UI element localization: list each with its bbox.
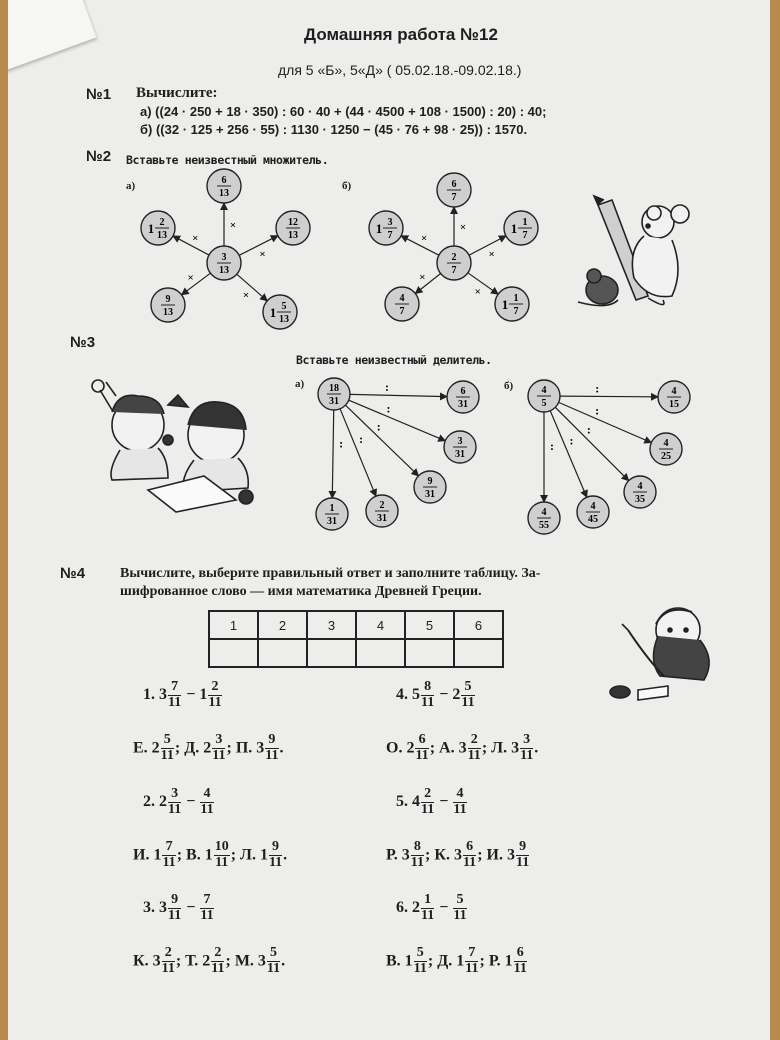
fraction-numerator: 4 bbox=[671, 386, 677, 397]
task3-label-b: б) bbox=[504, 380, 514, 392]
mixed-whole: 1 bbox=[153, 846, 162, 864]
fraction-denominator: 45 bbox=[588, 514, 598, 525]
fraction-numerator: 4 bbox=[637, 481, 643, 492]
arrow bbox=[560, 396, 658, 397]
fraction: $\frac{2}{11}$ bbox=[211, 945, 225, 976]
mixed-whole: 5 bbox=[412, 686, 420, 704]
mixed-whole: 2 bbox=[202, 952, 211, 970]
arrow bbox=[332, 410, 333, 498]
fraction-whole: 1 bbox=[375, 221, 383, 236]
problem-expression: 3. 3 $\frac{9}{11}$ − $\frac{7}{11}$ bbox=[143, 892, 214, 923]
fraction-numerator: 1 bbox=[329, 503, 335, 514]
answer-options bbox=[386, 733, 538, 763]
mixed-whole: 1 bbox=[199, 686, 208, 704]
mixed-whole: 3 bbox=[159, 686, 167, 704]
problem-expression: 1. 3 $\frac{7}{11}$ − 1 $\frac{2}{11}$ bbox=[143, 679, 222, 710]
fraction: $\frac{9}{11}$ bbox=[515, 839, 530, 870]
division-sign: : bbox=[595, 403, 600, 418]
task1-line-b: б) ((32 · 125 + 256 · 55) : 1130 · 1250 − (45 · 76 + 98 · 25)) : 1570. bbox=[140, 122, 528, 137]
fraction: $\frac{4}{11}$ bbox=[453, 786, 467, 817]
task1-line-a: а) ((24 · 250 + 18 · 350) : 60 · 40 + (44 · 4500 + 108 · 1500) : 20) : 40; bbox=[140, 104, 547, 119]
mixed-whole: 3 bbox=[401, 846, 410, 864]
table-header-cell: 1 bbox=[209, 611, 258, 639]
answer-option: К. 3 $\frac{6}{11}$ ; bbox=[434, 839, 487, 870]
fan-diagram-b bbox=[528, 380, 690, 534]
children-cutting-paper-illustration bbox=[92, 380, 253, 512]
division-sign: : bbox=[586, 422, 591, 437]
table-header-cell: 5 bbox=[405, 611, 454, 639]
answer-option: Л. 1 $\frac{9}{11}$ . bbox=[240, 839, 288, 870]
fraction-denominator: 31 bbox=[377, 513, 387, 524]
fraction: $\frac{6}{11}$ bbox=[513, 945, 527, 976]
table-answer-cell[interactable] bbox=[356, 639, 405, 667]
fraction-denominator: 13 bbox=[279, 314, 289, 325]
arrow bbox=[237, 274, 267, 301]
fraction-denominator: 13 bbox=[219, 265, 229, 276]
fraction-numerator: 4 bbox=[663, 438, 669, 449]
times-sign: × bbox=[459, 221, 467, 234]
answer-options bbox=[133, 946, 285, 976]
fraction-numerator: 12 bbox=[288, 217, 298, 228]
star-diagram-a bbox=[141, 169, 310, 329]
fraction: $\frac{2}{11}$ bbox=[467, 732, 481, 763]
fraction: $\frac{3}{11}$ bbox=[520, 732, 534, 763]
table-header-cell: 6 bbox=[454, 611, 503, 639]
fraction-whole: 1 bbox=[147, 221, 155, 236]
times-sign: × bbox=[420, 232, 428, 245]
fraction: $\frac{5}{11}$ bbox=[413, 945, 427, 976]
mixed-whole: 2 bbox=[159, 793, 167, 811]
fraction-numerator: 9 bbox=[165, 294, 171, 305]
task3-label-a: а) bbox=[295, 378, 305, 390]
fraction: $\frac{7}{11}$ bbox=[162, 839, 176, 870]
fraction: $\frac{7}{11}$ bbox=[168, 679, 182, 710]
mixed-whole: 3 bbox=[511, 739, 520, 757]
fraction-numerator: 3 bbox=[457, 436, 463, 447]
fraction-whole: 1 bbox=[269, 305, 277, 320]
arrow bbox=[345, 405, 418, 476]
mixed-whole: 2 bbox=[406, 739, 415, 757]
mixed-whole: 3 bbox=[152, 952, 161, 970]
mixed-whole: 2 bbox=[412, 899, 420, 917]
times-sign: × bbox=[419, 271, 426, 284]
arrow bbox=[350, 394, 447, 396]
fraction-denominator: 35 bbox=[635, 494, 645, 505]
fraction-denominator: 31 bbox=[458, 399, 468, 410]
table-answer-cell[interactable] bbox=[405, 639, 454, 667]
table-answer-cell[interactable] bbox=[209, 639, 258, 667]
fraction-denominator: 7 bbox=[513, 306, 519, 317]
answer-option: Р. 3 $\frac{8}{11}$ ; bbox=[386, 839, 435, 870]
arrow bbox=[469, 236, 506, 255]
fraction-whole: 1 bbox=[501, 297, 509, 312]
fraction-numerator: 3 bbox=[221, 252, 227, 263]
arrow bbox=[550, 411, 587, 498]
fraction-denominator: 13 bbox=[163, 307, 173, 318]
fraction-whole: 1 bbox=[510, 221, 518, 236]
mixed-whole: 2 bbox=[452, 686, 461, 704]
answer-option: И. 3 $\frac{9}{11}$ bbox=[486, 839, 530, 870]
task4-prompt-line1: Вычислите, выберите правильный ответ и заполните таблицу. За- bbox=[120, 566, 541, 581]
fraction: $\frac{9}{11}$ bbox=[265, 732, 279, 763]
mixed-whole: 3 bbox=[453, 846, 462, 864]
worksheet-page bbox=[8, 0, 770, 1040]
fraction-numerator: 4 bbox=[590, 501, 596, 512]
fraction: $\frac{8}{11}$ bbox=[410, 839, 425, 870]
answer-option: Д. 2 $\frac{3}{11}$ ; bbox=[184, 732, 236, 763]
times-sign: × bbox=[187, 271, 194, 284]
fan-diagram-a bbox=[316, 378, 479, 530]
fraction-denominator: 7 bbox=[451, 265, 457, 276]
mixed-whole: 2 bbox=[151, 739, 160, 757]
fraction-denominator: 55 bbox=[539, 520, 549, 531]
answer-option: К. 3 $\frac{2}{11}$ ; bbox=[133, 945, 186, 976]
fraction: $\frac{2}{11}$ bbox=[161, 945, 175, 976]
fraction-numerator: 5 bbox=[281, 301, 287, 312]
fraction-numerator: 1 bbox=[522, 217, 528, 228]
arrow bbox=[173, 236, 209, 255]
division-sign: : bbox=[385, 380, 390, 395]
answer-option: В. 1 $\frac{5}{11}$ ; bbox=[386, 945, 438, 976]
mixed-whole: 1 bbox=[504, 952, 513, 970]
arrow bbox=[555, 407, 628, 480]
mixed-whole: 3 bbox=[458, 739, 467, 757]
arrow bbox=[340, 409, 376, 496]
answer-option: И. 1 $\frac{7}{11}$ ; bbox=[133, 839, 187, 870]
fraction: $\frac{5}{11}$ bbox=[453, 892, 467, 923]
mixed-whole: 1 bbox=[404, 952, 413, 970]
times-sign: × bbox=[488, 248, 495, 261]
mixed-whole: 2 bbox=[203, 739, 212, 757]
fraction-numerator: 9 bbox=[427, 476, 433, 487]
fraction-numerator: 6 bbox=[221, 175, 227, 186]
fraction-denominator: 13 bbox=[157, 230, 167, 241]
fraction-numerator: 4 bbox=[541, 507, 547, 518]
task4-number: №4 bbox=[60, 565, 86, 582]
answer-option: П. 3 $\frac{9}{11}$ . bbox=[235, 732, 284, 763]
problem-expression: 4. 5 $\frac{8}{11}$ − 2 $\frac{5}{11}$ bbox=[396, 679, 475, 710]
scholar-with-quill-illustration bbox=[608, 600, 728, 710]
mixed-whole: 1 bbox=[456, 952, 465, 970]
mouse-with-pencil-illustration bbox=[578, 196, 689, 306]
answer-option: А. 3 $\frac{2}{11}$ ; bbox=[439, 732, 492, 763]
arrow bbox=[182, 273, 211, 295]
task2-label-b: б) bbox=[342, 180, 352, 192]
fraction: $\frac{9}{11}$ bbox=[268, 839, 283, 870]
mixed-whole: 3 bbox=[506, 846, 515, 864]
problem-expression: 6. 2 $\frac{1}{11}$ − $\frac{5}{11}$ bbox=[396, 892, 467, 923]
fraction-numerator: 6 bbox=[460, 386, 466, 397]
task2-label-a: а) bbox=[126, 180, 136, 192]
fraction: $\frac{7}{11}$ bbox=[465, 945, 479, 976]
fraction-numerator: 2 bbox=[451, 252, 457, 263]
arrow bbox=[349, 400, 446, 441]
task4-prompt-line2: шифрованное слово — имя математика Древней Греции. bbox=[120, 584, 482, 599]
times-sign: × bbox=[229, 219, 237, 232]
answer-options bbox=[386, 840, 530, 870]
fraction: $\frac{10}{11}$ bbox=[214, 839, 229, 870]
times-sign: × bbox=[192, 232, 199, 245]
fraction-denominator: 7 bbox=[522, 230, 528, 241]
fraction-denominator: 13 bbox=[219, 188, 229, 199]
answer-option: Е. 2 $\frac{5}{11}$ ; bbox=[133, 732, 185, 763]
answer-option: Т. 2 $\frac{2}{11}$ ; bbox=[185, 945, 235, 976]
fraction-numerator: 2 bbox=[379, 500, 385, 511]
problem-expression: 5. 4 $\frac{2}{11}$ − $\frac{4}{11}$ bbox=[396, 786, 467, 817]
times-sign: × bbox=[259, 248, 266, 261]
answer-options bbox=[386, 946, 528, 976]
answer-options bbox=[133, 733, 284, 763]
fraction: $\frac{4}{11}$ bbox=[200, 786, 214, 817]
table-header-cell: 2 bbox=[258, 611, 307, 639]
answer-option: В. 1 $\frac{10}{11}$ ; bbox=[186, 839, 241, 870]
fraction: $\frac{5}{11}$ bbox=[266, 945, 281, 976]
division-sign: : bbox=[595, 381, 600, 396]
task2-prompt: Вставьте неизвестный множитель. bbox=[126, 153, 329, 167]
fraction-numerator: 4 bbox=[541, 385, 547, 396]
answer-option: Р. 1 $\frac{6}{11}$ bbox=[488, 945, 527, 976]
fraction: $\frac{6}{11}$ bbox=[415, 732, 429, 763]
table-answer-cell[interactable] bbox=[258, 639, 307, 667]
arrow bbox=[468, 273, 498, 294]
fraction-denominator: 7 bbox=[399, 306, 405, 317]
answer-option: Л. 3 $\frac{3}{11}$ . bbox=[491, 732, 539, 763]
table-answer-cell[interactable] bbox=[454, 639, 503, 667]
task1-prompt: Вычислите: bbox=[136, 85, 218, 101]
fraction-denominator: 31 bbox=[455, 449, 465, 460]
page-title: Домашняя работа №12 bbox=[304, 25, 498, 44]
task3-number: №3 bbox=[70, 334, 96, 351]
fraction: $\frac{9}{11}$ bbox=[168, 892, 182, 923]
division-sign: : bbox=[550, 439, 554, 454]
answer-table bbox=[208, 610, 504, 668]
mixed-whole: 4 bbox=[412, 793, 420, 811]
fraction-numerator: 2 bbox=[159, 217, 165, 228]
mixed-whole: 3 bbox=[256, 739, 265, 757]
times-sign: × bbox=[474, 285, 481, 298]
fraction-numerator: 3 bbox=[387, 217, 393, 228]
fraction-denominator: 31 bbox=[329, 396, 339, 407]
fraction: $\frac{1}{11}$ bbox=[421, 892, 435, 923]
division-sign: : bbox=[376, 419, 381, 434]
fraction: $\frac{7}{11}$ bbox=[200, 892, 214, 923]
fraction: $\frac{3}{11}$ bbox=[168, 786, 182, 817]
mixed-whole: 3 bbox=[257, 952, 266, 970]
answer-option: Д. 1 $\frac{7}{11}$ ; bbox=[437, 945, 489, 976]
fraction-denominator: 7 bbox=[451, 192, 457, 203]
task1-number: №1 bbox=[86, 86, 112, 103]
star-diagram-b bbox=[369, 173, 538, 321]
page-subtitle: для 5 «Б», 5«Д» ( 05.02.18.-09.02.18.) bbox=[278, 62, 522, 78]
mixed-whole: 1 bbox=[204, 846, 213, 864]
table-answer-cell[interactable] bbox=[307, 639, 356, 667]
fraction-denominator: 25 bbox=[661, 451, 671, 462]
fraction: $\frac{8}{11}$ bbox=[421, 679, 435, 710]
task2-task3-diagrams bbox=[8, 0, 770, 560]
fraction-numerator: 6 bbox=[451, 179, 457, 190]
answer-option: О. 2 $\frac{6}{11}$ ; bbox=[386, 732, 440, 763]
fraction: $\frac{5}{11}$ bbox=[160, 732, 174, 763]
fraction-numerator: 4 bbox=[399, 293, 405, 304]
fraction-denominator: 7 bbox=[387, 230, 393, 241]
table-header-cell: 4 bbox=[356, 611, 405, 639]
fraction: $\frac{2}{11}$ bbox=[208, 679, 222, 710]
task3-prompt: Вставьте неизвестный делитель. bbox=[296, 353, 492, 367]
division-sign: : bbox=[386, 401, 391, 416]
division-sign: : bbox=[339, 436, 344, 451]
fraction: $\frac{2}{11}$ bbox=[421, 786, 435, 817]
fraction-denominator: 13 bbox=[288, 230, 298, 241]
mixed-whole: 3 bbox=[159, 899, 167, 917]
fraction-denominator: 5 bbox=[541, 398, 547, 409]
problem-expression: 2. 2 $\frac{3}{11}$ − $\frac{4}{11}$ bbox=[143, 786, 214, 817]
task2-number: №2 bbox=[86, 148, 112, 165]
fraction: $\frac{6}{11}$ bbox=[462, 839, 477, 870]
mixed-whole: 1 bbox=[259, 846, 268, 864]
answer-options bbox=[133, 840, 287, 870]
fraction-denominator: 31 bbox=[327, 516, 337, 527]
division-sign: : bbox=[359, 431, 364, 446]
fraction-numerator: 18 bbox=[329, 383, 339, 394]
table-header-cell: 3 bbox=[307, 611, 356, 639]
fraction-denominator: 31 bbox=[425, 489, 435, 500]
fraction-numerator: 1 bbox=[513, 293, 519, 304]
answer-option: М. 3 $\frac{5}{11}$ . bbox=[234, 945, 286, 976]
fraction: $\frac{3}{11}$ bbox=[212, 732, 226, 763]
fraction: $\frac{5}{11}$ bbox=[461, 679, 475, 710]
division-sign: : bbox=[569, 433, 574, 448]
times-sign: × bbox=[242, 289, 250, 302]
fraction-denominator: 15 bbox=[669, 399, 679, 410]
